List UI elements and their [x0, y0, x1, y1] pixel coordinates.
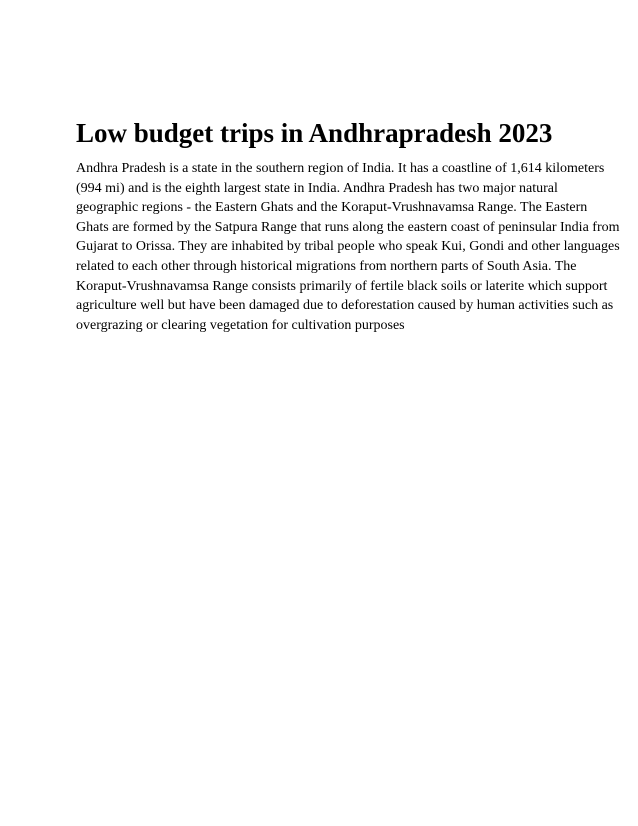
document-title: Low budget trips in Andhrapradesh 2023 — [76, 118, 553, 148]
body-line: Gujarat to Orissa. They are inhabited by tribal people who speak Kui, Gondi and other languages — [76, 239, 620, 255]
body-line: agriculture well but have been damaged due to deforestation caused by human activities such as — [76, 298, 614, 314]
body-line: Andhra Pradesh is a state in the southern region of India. It has a coastline of 1,614 kilometers — [76, 161, 605, 176]
body-line: Koraput-Vrushnavamsa Range consists primarily of fertile black soils or laterite which support — [76, 278, 608, 294]
body-line: geographic regions - the Eastern Ghats and the Koraput-Vrushnavamsa Range. The Eastern — [76, 200, 588, 216]
body-line: related to each other through historical migrations from northern parts of South Asia. The — [76, 258, 577, 274]
body-line: Ghats are formed by the Satpura Range that runs along the eastern coast of peninsular India from — [76, 219, 620, 235]
document-body — [76, 159, 620, 335]
body-line: (994 mi) and is the eighth largest state in India. Andhra Pradesh has two major natural — [76, 180, 558, 196]
body-line: overgrazing or clearing vegetation for cultivation purposes — [76, 317, 405, 333]
document-content — [76, 116, 620, 335]
